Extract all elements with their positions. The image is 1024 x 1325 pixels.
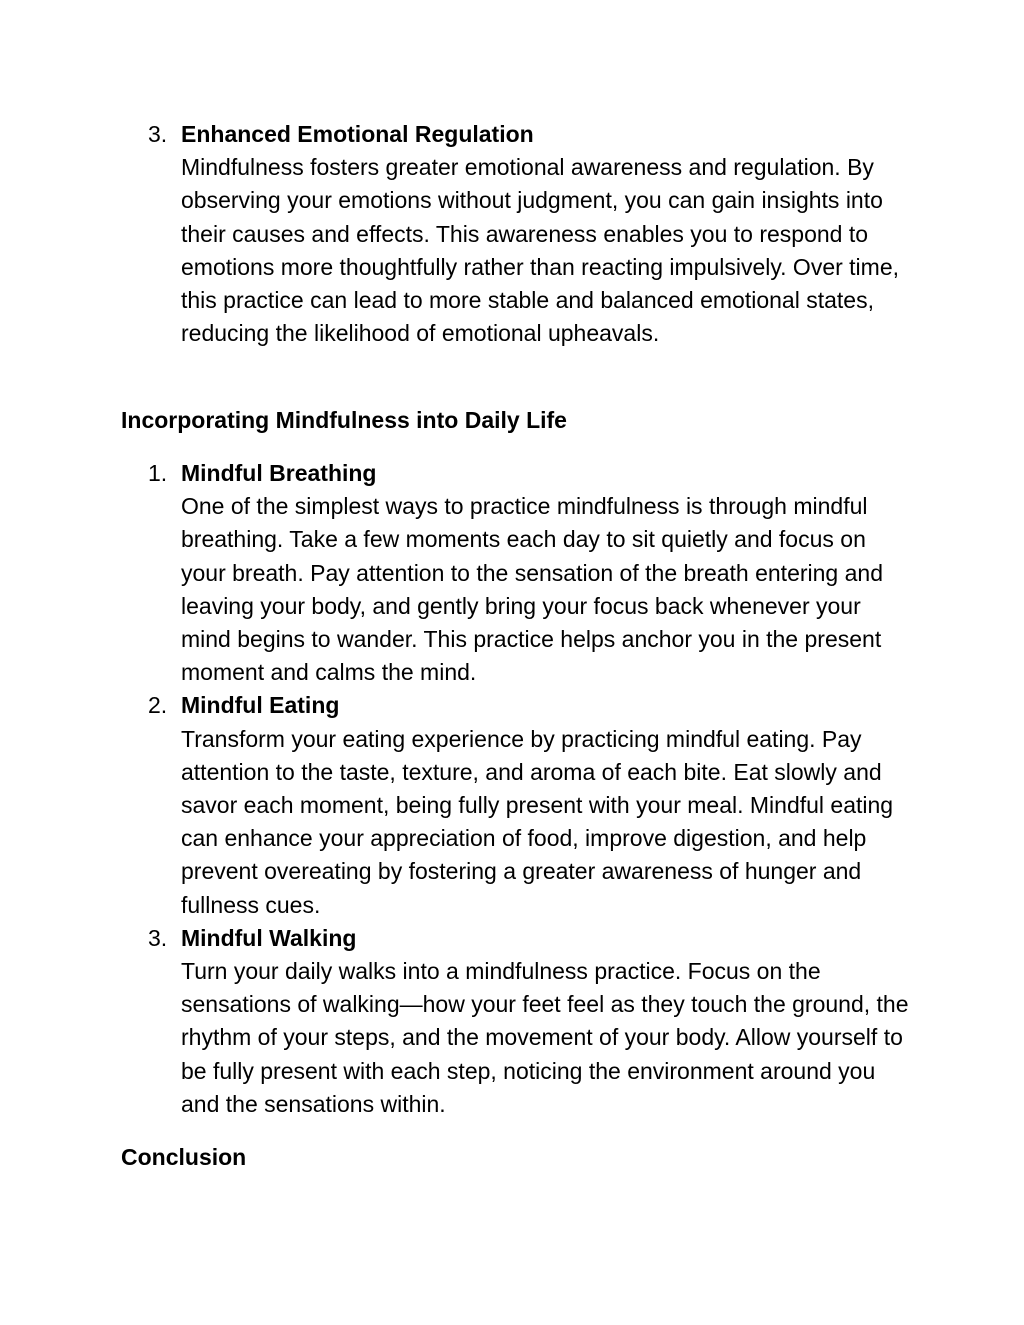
list-item-body bbox=[181, 922, 911, 1121]
list-item-title: Mindful Eating bbox=[181, 692, 340, 719]
list-item-text: Turn your daily walks into a mindfulness practice. Focus on the sensations of walking—how your feet feel as they touch the ground, the rhythm of your steps, and the movement of your body. Allow yourself to be fully present with each step, noticing the environment around you and the sensations within. bbox=[181, 958, 909, 1117]
list-item bbox=[0, 922, 1024, 1121]
list-item-number: 3. bbox=[148, 121, 168, 147]
list-item-number: 1. bbox=[148, 460, 168, 486]
list-item-title: Enhanced Emotional Regulation bbox=[181, 121, 534, 147]
list-item bbox=[0, 118, 1024, 350]
list-item-title: Mindful Breathing bbox=[181, 460, 377, 486]
section-heading-daily-life: Incorporating Mindfulness into Daily Life bbox=[121, 407, 567, 433]
list-item-body bbox=[181, 457, 911, 689]
benefits-list-continued bbox=[0, 118, 1024, 350]
list-item-text: Mindfulness fosters greater emotional awareness and regulation. By observing your emotions without judgment, you can gain insights into their causes and effects. This awareness enables you to respond to emotions more thoughtfully rather than reacting impulsively. Over time, this practice can lead to more stable and balanced emotional states, reducing the likelihood of emotional upheavals. bbox=[181, 154, 899, 347]
list-item-text: Transform your eating experience by practicing mindful eating. Pay attention to the taste, texture, and aroma of each bite. Eat slowly and savor each moment, being fully present with your meal. Mindful eating can enhance your appreciation of food, improve digestion, and help prevent overeating by fostering a greater awareness of hunger and fullness cues. bbox=[181, 725, 894, 918]
list-item bbox=[0, 689, 1024, 921]
list-item-number: 3. bbox=[148, 924, 168, 951]
list-item-body bbox=[181, 118, 911, 350]
list-item-number: 2. bbox=[148, 692, 168, 719]
list-item-text: One of the simplest ways to practice mindfulness is through mindful breathing. Take a few moments each day to sit quietly and focus on your breath. Pay attention to the sensation of the breath entering and leaving your body, and gently bring your focus back whenever your mind begins to wander. This practice helps anchor you in the present moment and calms the mind. bbox=[181, 493, 883, 686]
section-heading-conclusion: Conclusion bbox=[121, 1144, 247, 1170]
list-item-title: Mindful Walking bbox=[181, 924, 357, 951]
list-item-body bbox=[181, 689, 911, 921]
practices-list bbox=[0, 457, 1024, 1121]
list-item bbox=[0, 457, 1024, 689]
